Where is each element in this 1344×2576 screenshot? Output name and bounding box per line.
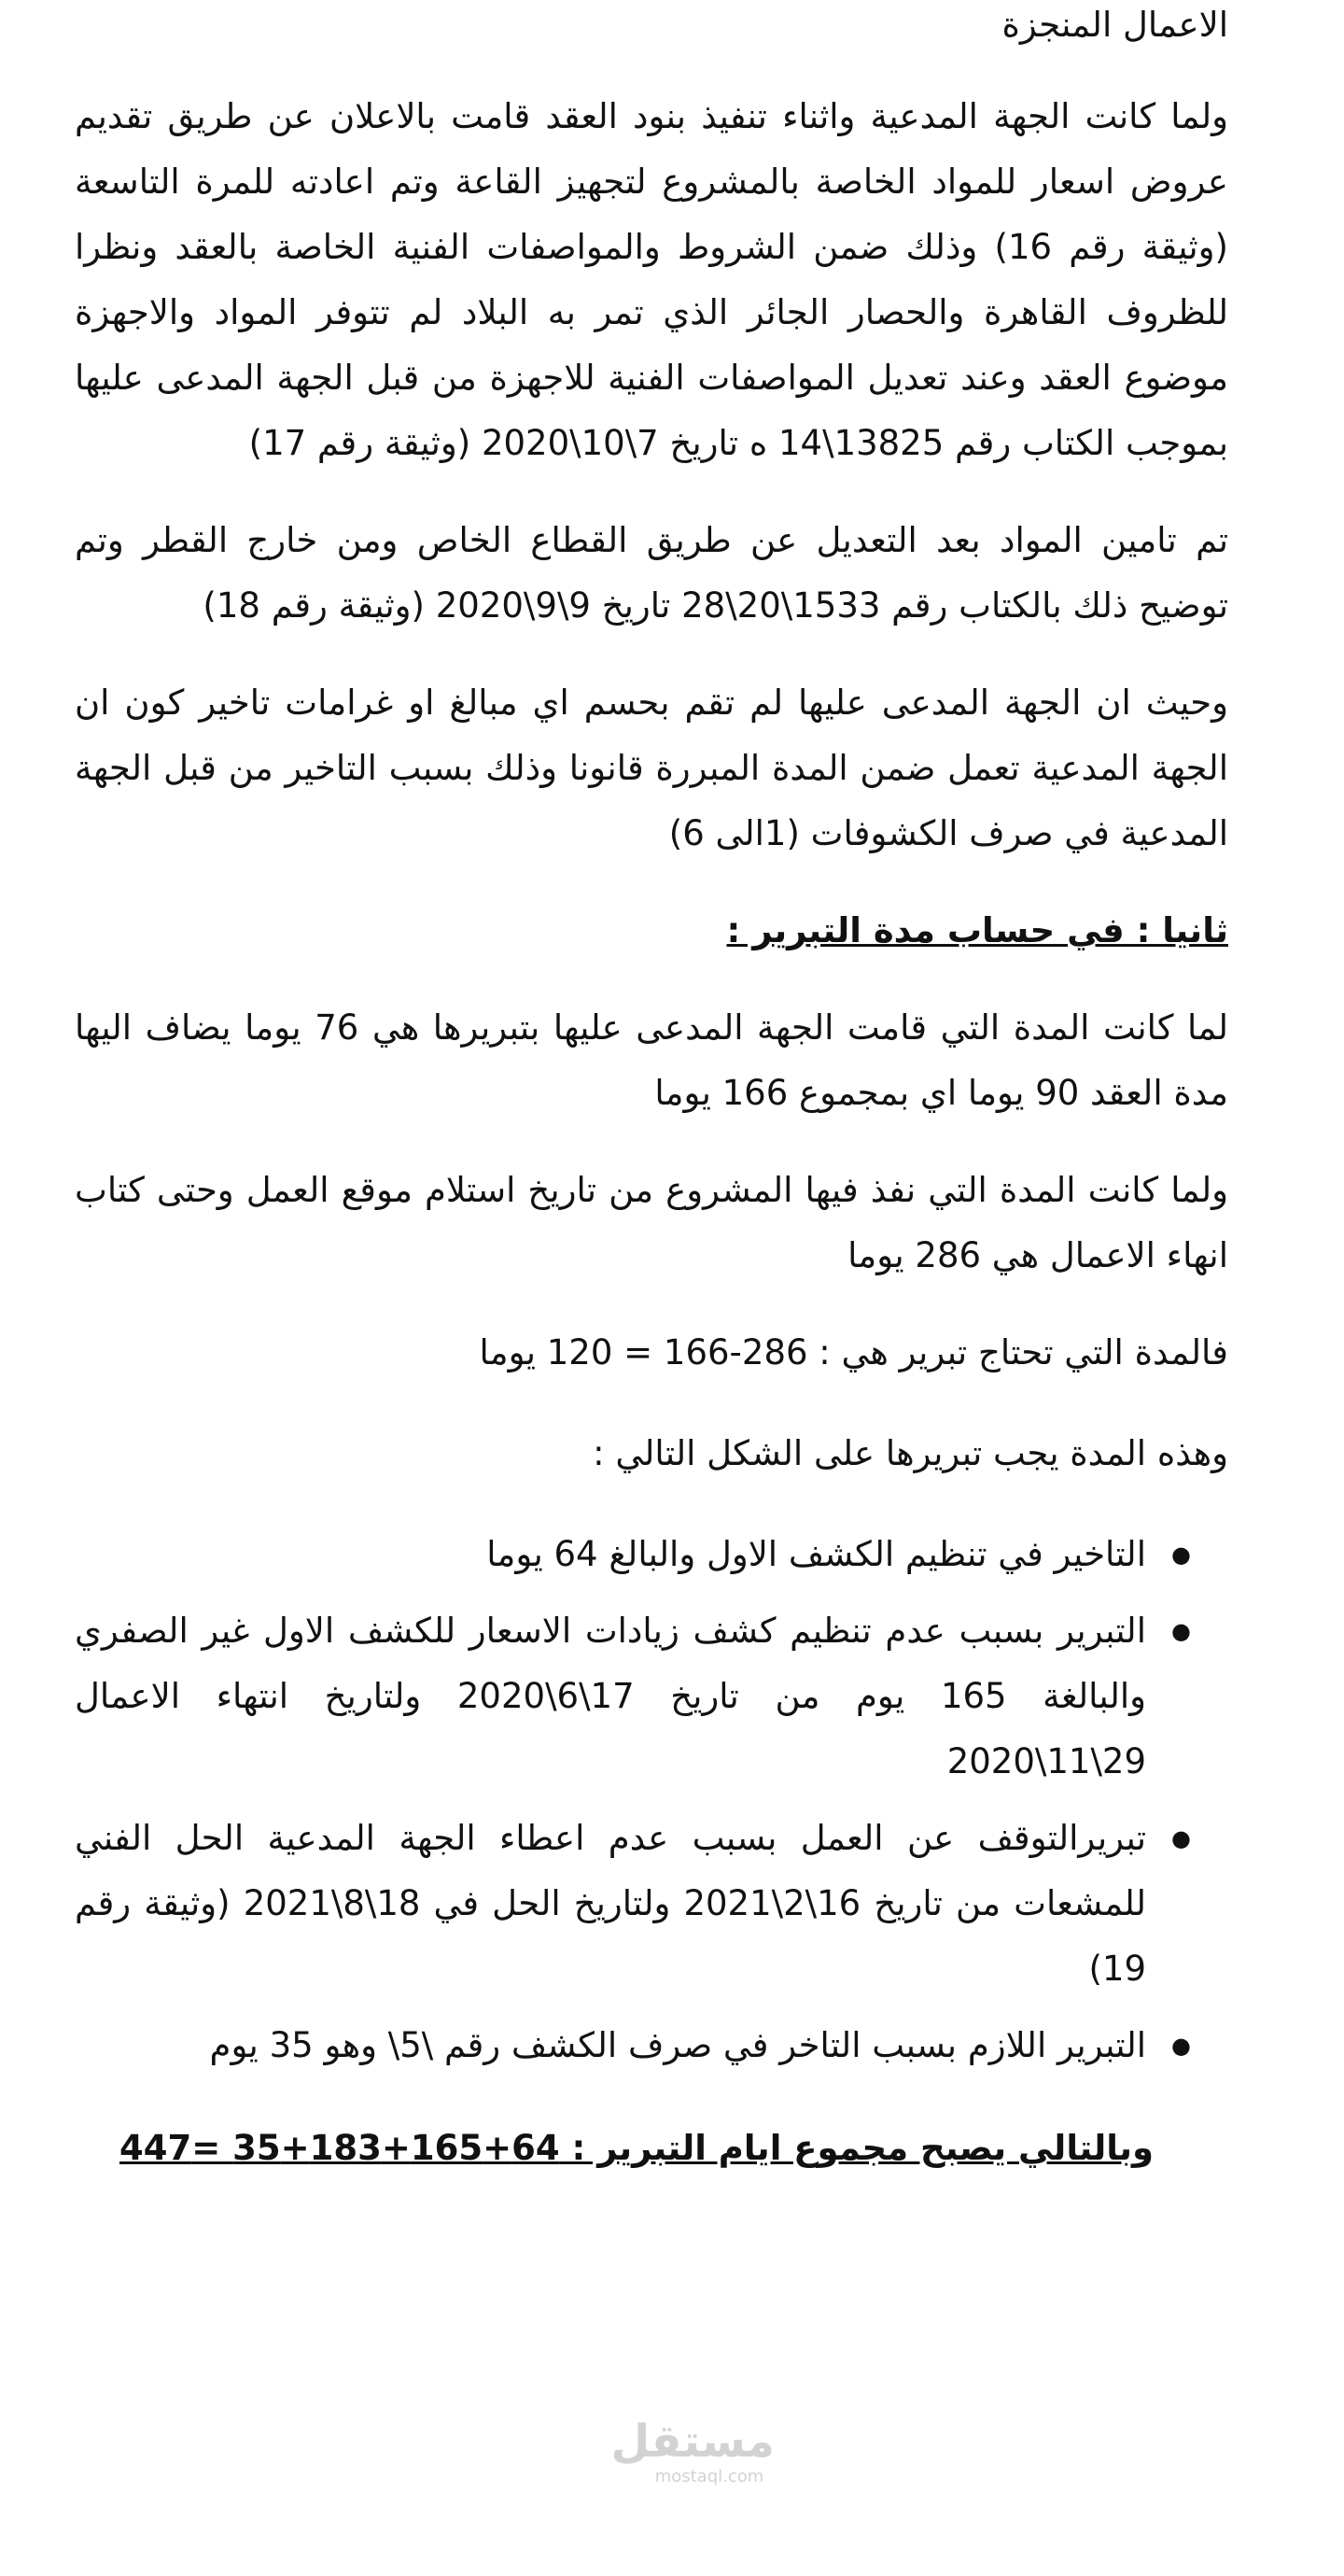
total-justification-line: وبالتالي يصبح مجموع ايام التبرير : 64+165+183+35 =447: [119, 2128, 1154, 2168]
justification-list: [75, 1522, 1228, 2078]
paragraph-materials-secured: تم تامين المواد بعد التعديل عن طريق القطاع الخاص ومن خارج القطر وتم توضيح ذلك بالكتاب رقم 1533\20\28 تاريخ 9\9\2020 (وثيقة رقم 18): [75, 520, 1228, 626]
watermark-arabic: مستقل: [610, 2415, 775, 2468]
watermark-latin: mostaql.com: [654, 2467, 764, 2486]
section-heading-completed-works: الاعمال المنجزة: [1001, 5, 1228, 45]
list-item: ● تبريرالتوقف عن العمل بسبب عدم اعطاء الجهة المدعية الحل الفني للمشعات من تاريخ 16\2\2021 ولتاريخ الحل في 18\8\2021 (وثيقة رقم 19): [75, 1806, 1191, 2002]
list-item: ● التبرير بسبب عدم تنظيم كشف زيادات الاسعار للكشف الاول غير الصفري والبالغة 165 يوم من تاريخ 17\6\2020 ولتاريخ انتهاء الاعمال 29\11\2020: [75, 1598, 1191, 1795]
paragraph-justification-breakdown: وهذه المدة يجب تبريرها على الشكل التالي :: [593, 1433, 1228, 1473]
mostaql-watermark: [610, 2415, 775, 2487]
list-item: ● التبرير اللازم بسبب التاخر في صرف الكشف رقم \5\ وهو 35 يوم: [75, 2013, 1191, 2078]
paragraph-tender-announcement: ولما كانت الجهة المدعية واثناء تنفيذ بنود العقد قامت بالاعلان عن طريق تقديم عروض اسعار للمواد الخاصة بالمشروع لتجهيز القاعة وتم اعادته للمرة التاسعة (وثيقة رقم 16) وذلك ضمن الشروط والمواصفات الفنية الخاصة بالعقد ونظرا للظروف القاهرة والحصار الجائر الذي تمر به البلاد لم تتوفر المواد والاجهزة موضوع العقد وعند تعديل المواصفات الفنية للاجهزة من قبل الجهة المدعى عليها بموجب الكتاب رقم 13825\14 ه تاريخ 7\10\2020 (وثيقة رقم 17): [75, 96, 1228, 463]
section-heading-justification: ثانيا : في حساب مدة التبرير :: [726, 910, 1228, 950]
list-item: ● التاخير في تنظيم الكشف الاول والبالغ 64 يوما: [75, 1522, 1191, 1587]
paragraph-justified-period: لما كانت المدة التي قامت الجهة المدعى عليها بتبريرها هي 76 يوما يضاف اليها مدة العقد 90 يوما اي بمجموع 166 يوما: [75, 1007, 1228, 1113]
paragraph-execution-period: ولما كانت المدة التي نفذ فيها المشروع من تاريخ استلام موقع العمل وحتى كتاب انهاء الاعمال هي 286 يوما: [75, 1170, 1228, 1275]
paragraph-required-justification: فالمدة التي تحتاج تبرير هي : 286-166 = 120 يوما: [479, 1332, 1228, 1372]
document-page: [75, 0, 1228, 2181]
paragraph-no-deductions: وحيث ان الجهة المدعى عليها لم تقم بحسم اي مبالغ او غرامات تاخير كون ان الجهة المدعية تعمل ضمن المدة المبررة قانونا وذلك بسبب التاخير من قبل الجهة المدعية في صرف الكشوفات (1الى 6): [75, 683, 1228, 853]
